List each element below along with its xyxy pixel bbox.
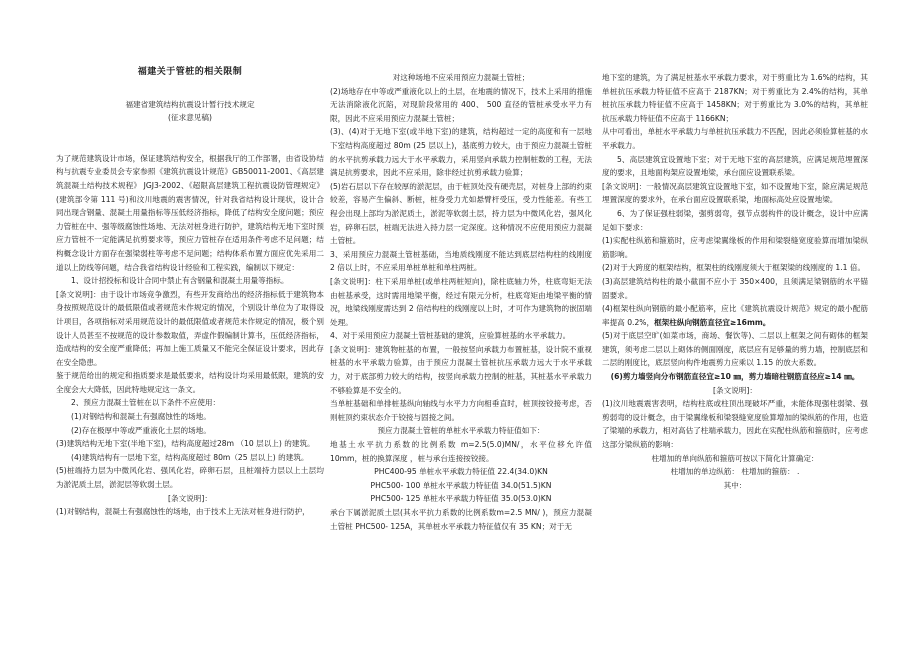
clause-2-explanation-1: (1)对钢结构，混凝土有强腐蚀性的场地，由于技术上无法对桩身进行防护， — [56, 507, 310, 517]
clause-6-explanation-label: [条文说明]： — [713, 385, 757, 395]
clause-4: 4、对于采用预应力混凝土管桩基础的建筑，应验算桩基的水平承载力。 — [330, 331, 571, 341]
silt-layer-note: 承台下属淤泥质土层(其水平抗力系数的比例系数m=2.5 MN/ )，预应力混凝土管桩 PHC500- 125A，其单桩水平承载力特征值仅有 35 KN；对于无 — [330, 508, 592, 531]
text-column-right — [602, 0, 868, 651]
text-column-middle — [330, 0, 592, 651]
text-column-left — [56, 0, 324, 651]
soil-parameters: 地基土水平抗力系数的比例系数 m=2.5(5.0)MN/，水平位移允许值 10mm，桩的换算深度 ，桩与承台连接按铰接。 — [330, 440, 592, 463]
clause-6-item-1: (1)实配柱纵筋和箍筋时，应考虑梁翼缘板的作用和梁裂缝宽度验算而增加梁纵筋影响。 — [602, 236, 868, 259]
clause-1: 1、设计招投标和设计合同中禁止有含钢量和混凝土用量等指标。 — [71, 276, 289, 286]
clause-6-explanation-1: (1)汶川地震震害表明，结构柱底或柱顶出现破坏严重，未能体现强柱弱梁、强剪弱弯的设计概念，由于梁翼缘板和梁裂缝宽度验算增加的梁纵筋的作用，也造了梁端的承载力，相对高估了柱端承载力，因此在实配柱纵筋和箍筋时，应考虑这部分梁纵筋的影响： — [602, 399, 868, 450]
clause-6: 6、为了保证强柱弱梁，强剪弱弯，强节点弱构件的设计概念，设计中应满足如下要求： — [602, 208, 868, 232]
rebar-calc-where: 其中： — [723, 480, 747, 490]
clause-6-item-3: (3)高层建筑结构柱的最小截面不应小于 350×400，且须满足梁钢筋的水平锚固要求。 — [602, 276, 868, 300]
clause-2-explanation-label: [条文说明]： — [168, 493, 212, 503]
capacity-phc500-100: PHC500- 100 单桩水平承载力特征值 34.0(51.5)KN — [370, 480, 552, 490]
capacity-conclusion: 从中可看出，单桩水平承载力与单桩抗压承载力不匹配，因此必须验算桩基的水平承载力。 — [602, 127, 868, 150]
document-title: 福建关于管桩的相关限制 — [137, 67, 243, 77]
clause-4-explanation: [条文说明]：建筑物桩基的布置，一般按竖向承载力布置桩基，设计院不重视桩基的水平承载力验算，由于预应力混凝土管桩抗压承载力远大于水平承载力，对于底部剪力较大的结构，按竖向承载力控制的桩基，其桩基水平承载力不够验算是不安全的。 — [330, 344, 592, 395]
clause-2-item-5: (5)桩端持力层为中微风化岩、强风化岩，碎卵石层，且桩端持力层以上土层均为淤泥质土层，淤泥层等软弱土层。 — [56, 466, 324, 490]
clause-2-item-4: (4)建筑结构有一层地下室，结构高度超过 80m（25 层以上) 的建筑。 — [71, 452, 309, 462]
capacity-phc400-95: PHC400-95 单桩水平承载力特征值 22.4(34.0)KN — [374, 467, 548, 477]
clause-5-explanation: [条文说明]：一般情况高层建筑宜设置地下室，如不设置地下室，除应满足规范埋置深度的要求外，在承台面应设置联系梁，地面标高处应设置地梁。 — [602, 181, 868, 205]
clause-2-explanation-2: (2)场地存在中等或严重液化以上的土层，在地震的情况下，技术上采用的措施无法消除液化沉陷，对现阶段常用的 400、 500 直径的管桩承受水平力有限，因此不应采用预应力混凝土管桩； — [330, 86, 592, 123]
clause-6-item-6: (6)剪力墙竖向分布钢筋直径宜≥10 ㎜，剪力墙暗柱钢筋直径应≥14 ㎜。 — [610, 372, 860, 382]
clause-6-item-4-text: (4)框架柱纵向钢筋的最小配筋率，应比《建筑抗震设计规范》规定的最小配筋率提高 0.2%， — [602, 304, 868, 327]
clause-5: 5、高层建筑宜设置地下室；对于无地下室的高层建筑，应满足规范埋置深度的要求，且地面构架应设置地梁，承台面应设置联系梁。 — [602, 154, 868, 178]
clause-2-explanation-3-4: (3)、(4)对于无地下室(或半地下室)的建筑，结构超过一定的高度和有一层地下室结构高度超过 80m (25 层以上)，基底剪力较大，由于预应力混凝土管桩的水平抗剪承载力远大于水平承载力，采用竖向承载力控制桩数的工程，无法满足抗剪要求，因此不应采用，除非经过抗剪承载力验算； — [330, 127, 592, 178]
intro-paragraph: 为了规范建筑设计市场，保证建筑结构安全，根据我厅的工作部署，由省设协结构与抗震专业委员会专家参照《建筑抗震设计规范》GB50011-2001、《高层建筑混凝土结构技术规程》 JGJ3-2002、《超限高层建筑工程抗震设防管理规定》(建筑部令第 111 号)和汶川地震的震害情况，针对我省结构设计现状，设计合同出现含钢量、混凝土用量指标等压低经济指标，降低了结构安全度问题；预应力管桩在中、强等级腐蚀性场地、无法对桩身进行防护，建筑结构无地下室时预应力管桩不一定能满足抗剪要求等，预应力管桩存在适用条件考虑不足问题；结构概念设计方面存在强梁弱柱等考虑不足问题；结构体系布置方面应优先采用二道以上防线等问题，结合我省结构设计经验和工程实践，编制以下规定： — [56, 153, 324, 272]
clause-2: 2、预应力混凝土管桩在以下条件不应使用： — [71, 398, 221, 408]
clause-3: 3、采用预应力混凝土管桩基础，当地质线刚度不能达到底层结构柱的线刚度 2 倍以上时，不应采用单桩单桩和单柱两桩。 — [330, 249, 592, 273]
clause-6-item-2: (2)对于大跨度的框架结构，框架柱的线刚度须大于框架梁的线刚度的 1.1 倍。 — [602, 263, 866, 273]
clause-1-explanation-cont: 鉴于规范给出的规定和指质要求是最低要求，结构设计均采用最低限，建筑的安全度会大大降低，因此特地规定这一条文。 — [56, 371, 324, 394]
clause-4-hinge-note: 当单桩基础和单排桩基纵向轴线与水平力方向相垂直时，桩顶按铰接考虑，否则桩顶约束状态介于铰接与固接之间。 — [330, 399, 592, 422]
rebar-calc-formulas: 柱增加的单边纵筋： 柱增加的箍筋： . — [670, 467, 800, 477]
clause-2-explanation-1-cont: 对这种场地不应采用预应力混凝土管桩； — [392, 73, 530, 82]
clause-6-item-5: (5)对于底层空旷(如菜市场，商场、餐饮等)、二层以上框架之间有砌体的框架建筑，须考虑二层以上砌体的侧面刚度，底层应有足够量的剪力墙，控制底层和二层的刚度比，底层竖向构件地震剪力应乘以 1.15 的放大系数。 — [602, 331, 868, 368]
draft-status: (征求意见稿) — [168, 113, 212, 123]
clause-1-explanation: [条文说明]：由于设计市场竞争激烈，有些开发商给出的经济指标低于建筑物本身按照规范设计的最低限值或者规范未作规定的情况，个别设计单位为了取得设计项目，各项指标对采用规范设计的最低限值或者规范未作规定的情况，极个别设计人员甚至不按规范的设计参数取值，弄虚作假编制计算书，压低经济指标，造成结构的安全度严重降低；再加上施工质量又不能完全保证设计要求，因此存在安全隐患。 — [56, 289, 324, 367]
clause-2-item-3: (3)建筑结构无地下室(半地下室)，结构高度超过28m （10 层以上) 的建筑。 — [56, 439, 315, 449]
clause-2-explanation-5: (5)岩石层以下存在较厚的淤泥层，由于桩顶处没有硬壳层，对桩身上部的约束较差，容易产生偏斜、断桩，桩身受力尤如悬臂杆受压，受力性能差。有些工程会出现上部均为淤泥质土，淤泥等软弱土层，持力层为中微风化岩，强风化岩，碎卵石层，桩端无法进入持力层一定深度。这种情况不应使用预应力混凝土管桩。 — [330, 181, 592, 246]
clause-2-item-2: (2)存在极厚中等或严重液化土层的场地。 — [71, 425, 211, 435]
clause-6-item-4-bold: 框架柱纵向钢筋直径宜≥16mm。 — [654, 317, 771, 327]
clause-2-item-1: (1)对钢结构和混凝土有强腐蚀性的场地。 — [71, 412, 211, 422]
capacity-phc500-125: PHC500- 125 单桩水平承载力特征值 35.0(53.0)KN — [370, 494, 552, 504]
shear-ratio-limits: 地下室的建筑，为了满足桩基水平承载力要求，对于剪重比为 1.6%的结构，其单桩抗压承载力特征值不应高于 2187KN；对于剪重比为 2.4%的结构，其单桩抗压承载力特征值不应高于 1458KN；对于剪重比为 3.0%的结构，其单桩抗压承载力特征值不应高于 1166KN； — [602, 73, 868, 123]
issuing-regulation-name: 福建省建筑结构抗震设计暂行技术规定 — [125, 99, 255, 109]
clause-3-explanation: [条文说明]：柱下采用单桩(或单柱两桩短向)，除柱底轴力外，柱底弯矩无法由桩基承受，这时需用地梁平衡，经过有限元分析，柱底弯矩由地梁平衡的情况，地梁线刚度需达到 2 倍结构柱的线刚度以上时，才可作为建筑物的嵌固端处理。 — [330, 276, 592, 327]
rebar-calc-intro: 柱增加的单向纵筋和箍筋可按以下简化计算确定： — [651, 453, 819, 463]
clause-6-item-4 — [602, 302, 868, 329]
capacity-intro: 预应力混凝土管桩的单桩水平承载力特征值如下： — [377, 426, 545, 436]
